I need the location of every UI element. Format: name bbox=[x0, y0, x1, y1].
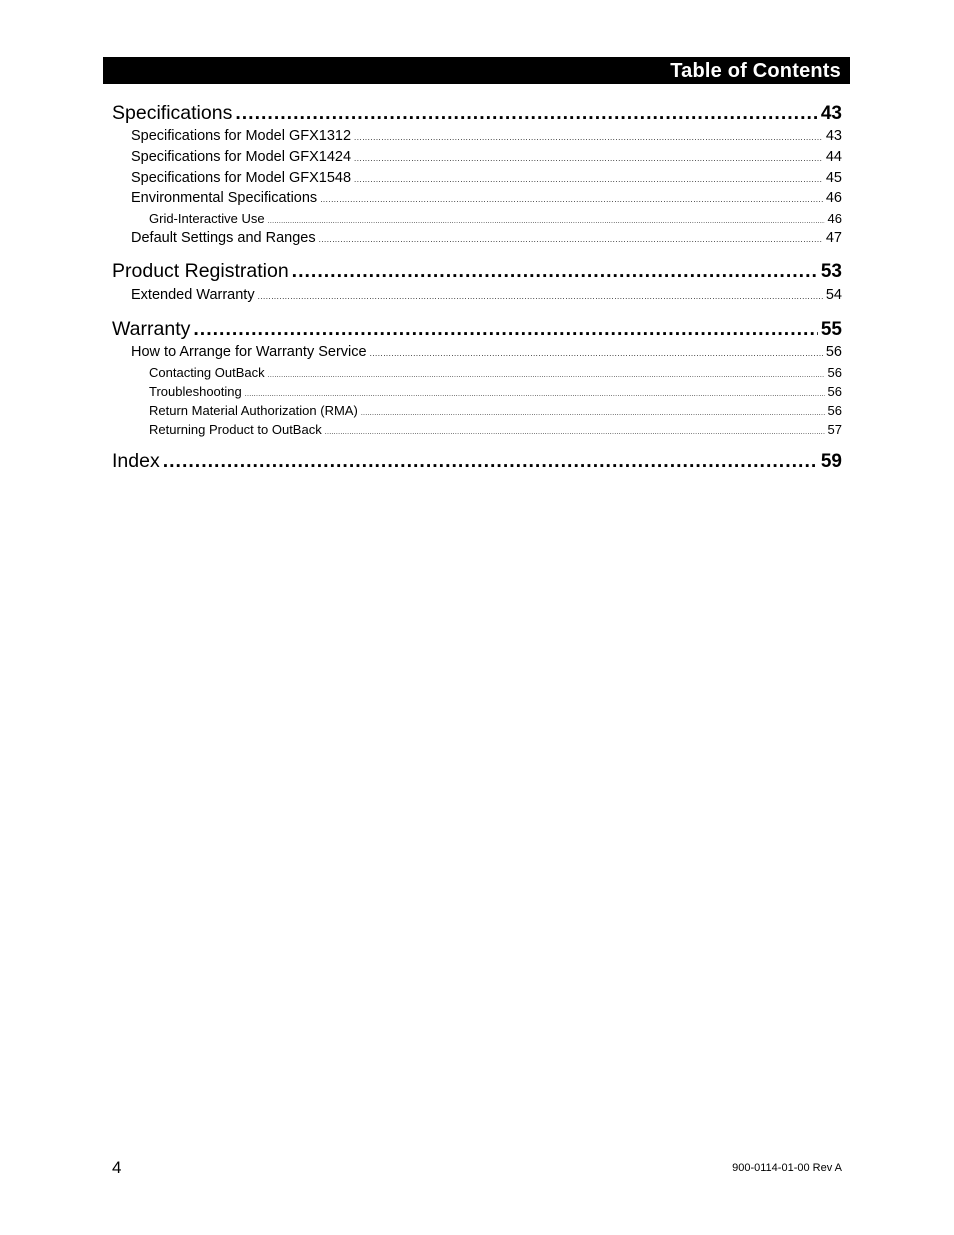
toc-entry-environmental-specs[interactable] bbox=[131, 190, 842, 206]
toc-entry-extended-warranty[interactable] bbox=[131, 287, 842, 303]
toc-entry-spec-gfx1548[interactable] bbox=[131, 170, 842, 186]
dot-leader bbox=[354, 154, 823, 163]
dot-leader bbox=[325, 429, 825, 436]
toc-entry-label: Specifications for Model GFX1312 bbox=[131, 128, 352, 144]
dot-leader bbox=[245, 391, 825, 398]
toc-entry-specifications[interactable] bbox=[112, 102, 842, 125]
toc-entry-page: 44 bbox=[825, 149, 842, 165]
dot-leader bbox=[292, 260, 818, 283]
dot-leader bbox=[354, 175, 823, 184]
page-title: Table of Contents bbox=[670, 60, 841, 82]
toc-entry-label: Warranty bbox=[112, 318, 191, 340]
toc-entry-index[interactable] bbox=[112, 450, 842, 473]
footer-document-id: 900-0114-01-00 Rev A bbox=[732, 1162, 842, 1174]
toc-entry-rma[interactable] bbox=[149, 403, 842, 418]
toc-entry-label: Specifications for Model GFX1424 bbox=[131, 149, 352, 165]
toc-entry-spec-gfx1312[interactable] bbox=[131, 128, 842, 144]
toc-entry-label: Default Settings and Ranges bbox=[131, 230, 316, 246]
dot-leader bbox=[258, 292, 823, 301]
dot-leader bbox=[235, 102, 818, 125]
toc-entry-label: Index bbox=[112, 450, 160, 472]
toc-entry-troubleshooting[interactable] bbox=[149, 384, 842, 399]
toc-entry-warranty[interactable] bbox=[112, 318, 842, 341]
toc-entry-page: 43 bbox=[825, 128, 842, 144]
toc-entry-label: Product Registration bbox=[112, 260, 289, 282]
toc-entry-contacting-outback[interactable] bbox=[149, 365, 842, 380]
toc-entry-returning-product[interactable] bbox=[149, 422, 842, 437]
toc-entry-page: 56 bbox=[827, 365, 842, 380]
toc-entry-label: Environmental Specifications bbox=[131, 190, 318, 206]
toc-entry-label: Returning Product to OutBack bbox=[149, 422, 322, 437]
toc-entry-label: Extended Warranty bbox=[131, 287, 255, 303]
toc-entry-product-registration[interactable] bbox=[112, 260, 842, 283]
toc-entry-page: 56 bbox=[825, 344, 842, 360]
toc-entry-spec-gfx1424[interactable] bbox=[131, 149, 842, 165]
dot-leader bbox=[268, 218, 825, 225]
dot-leader bbox=[370, 349, 823, 358]
toc-entry-page: 56 bbox=[827, 403, 842, 418]
toc-entry-page: 57 bbox=[827, 422, 842, 437]
dot-leader bbox=[319, 235, 823, 244]
toc-entry-label: Grid-Interactive Use bbox=[149, 211, 265, 226]
dot-leader bbox=[163, 450, 818, 473]
dot-leader bbox=[354, 133, 823, 142]
toc-entry-page: 45 bbox=[825, 170, 842, 186]
toc-entry-page: 54 bbox=[825, 287, 842, 303]
toc-entry-label: Specifications bbox=[112, 102, 233, 124]
toc-entry-page: 46 bbox=[825, 190, 842, 206]
toc-entry-page: 56 bbox=[827, 384, 842, 399]
toc-entry-label: Specifications for Model GFX1548 bbox=[131, 170, 352, 186]
footer-page-number: 4 bbox=[112, 1158, 122, 1177]
toc-entry-default-settings[interactable] bbox=[131, 230, 842, 246]
toc-entry-page: 53 bbox=[820, 261, 842, 282]
toc-entry-page: 59 bbox=[820, 451, 842, 472]
dot-leader bbox=[361, 410, 825, 417]
toc-entry-page: 47 bbox=[825, 230, 842, 246]
header-bar bbox=[103, 57, 850, 84]
toc-entry-label: How to Arrange for Warranty Service bbox=[131, 344, 367, 360]
dot-leader bbox=[193, 318, 817, 341]
toc-entry-grid-interactive[interactable] bbox=[149, 211, 842, 226]
toc-entry-arrange-warranty-service[interactable] bbox=[131, 344, 842, 360]
toc-entry-label: Contacting OutBack bbox=[149, 365, 265, 380]
toc-entry-label: Return Material Authorization (RMA) bbox=[149, 403, 358, 418]
toc-entry-page: 46 bbox=[827, 211, 842, 226]
dot-leader bbox=[320, 195, 823, 204]
toc-entry-label: Troubleshooting bbox=[149, 384, 242, 399]
toc-entry-page: 55 bbox=[820, 319, 842, 340]
toc-entry-page: 43 bbox=[820, 103, 842, 124]
dot-leader bbox=[268, 372, 825, 379]
